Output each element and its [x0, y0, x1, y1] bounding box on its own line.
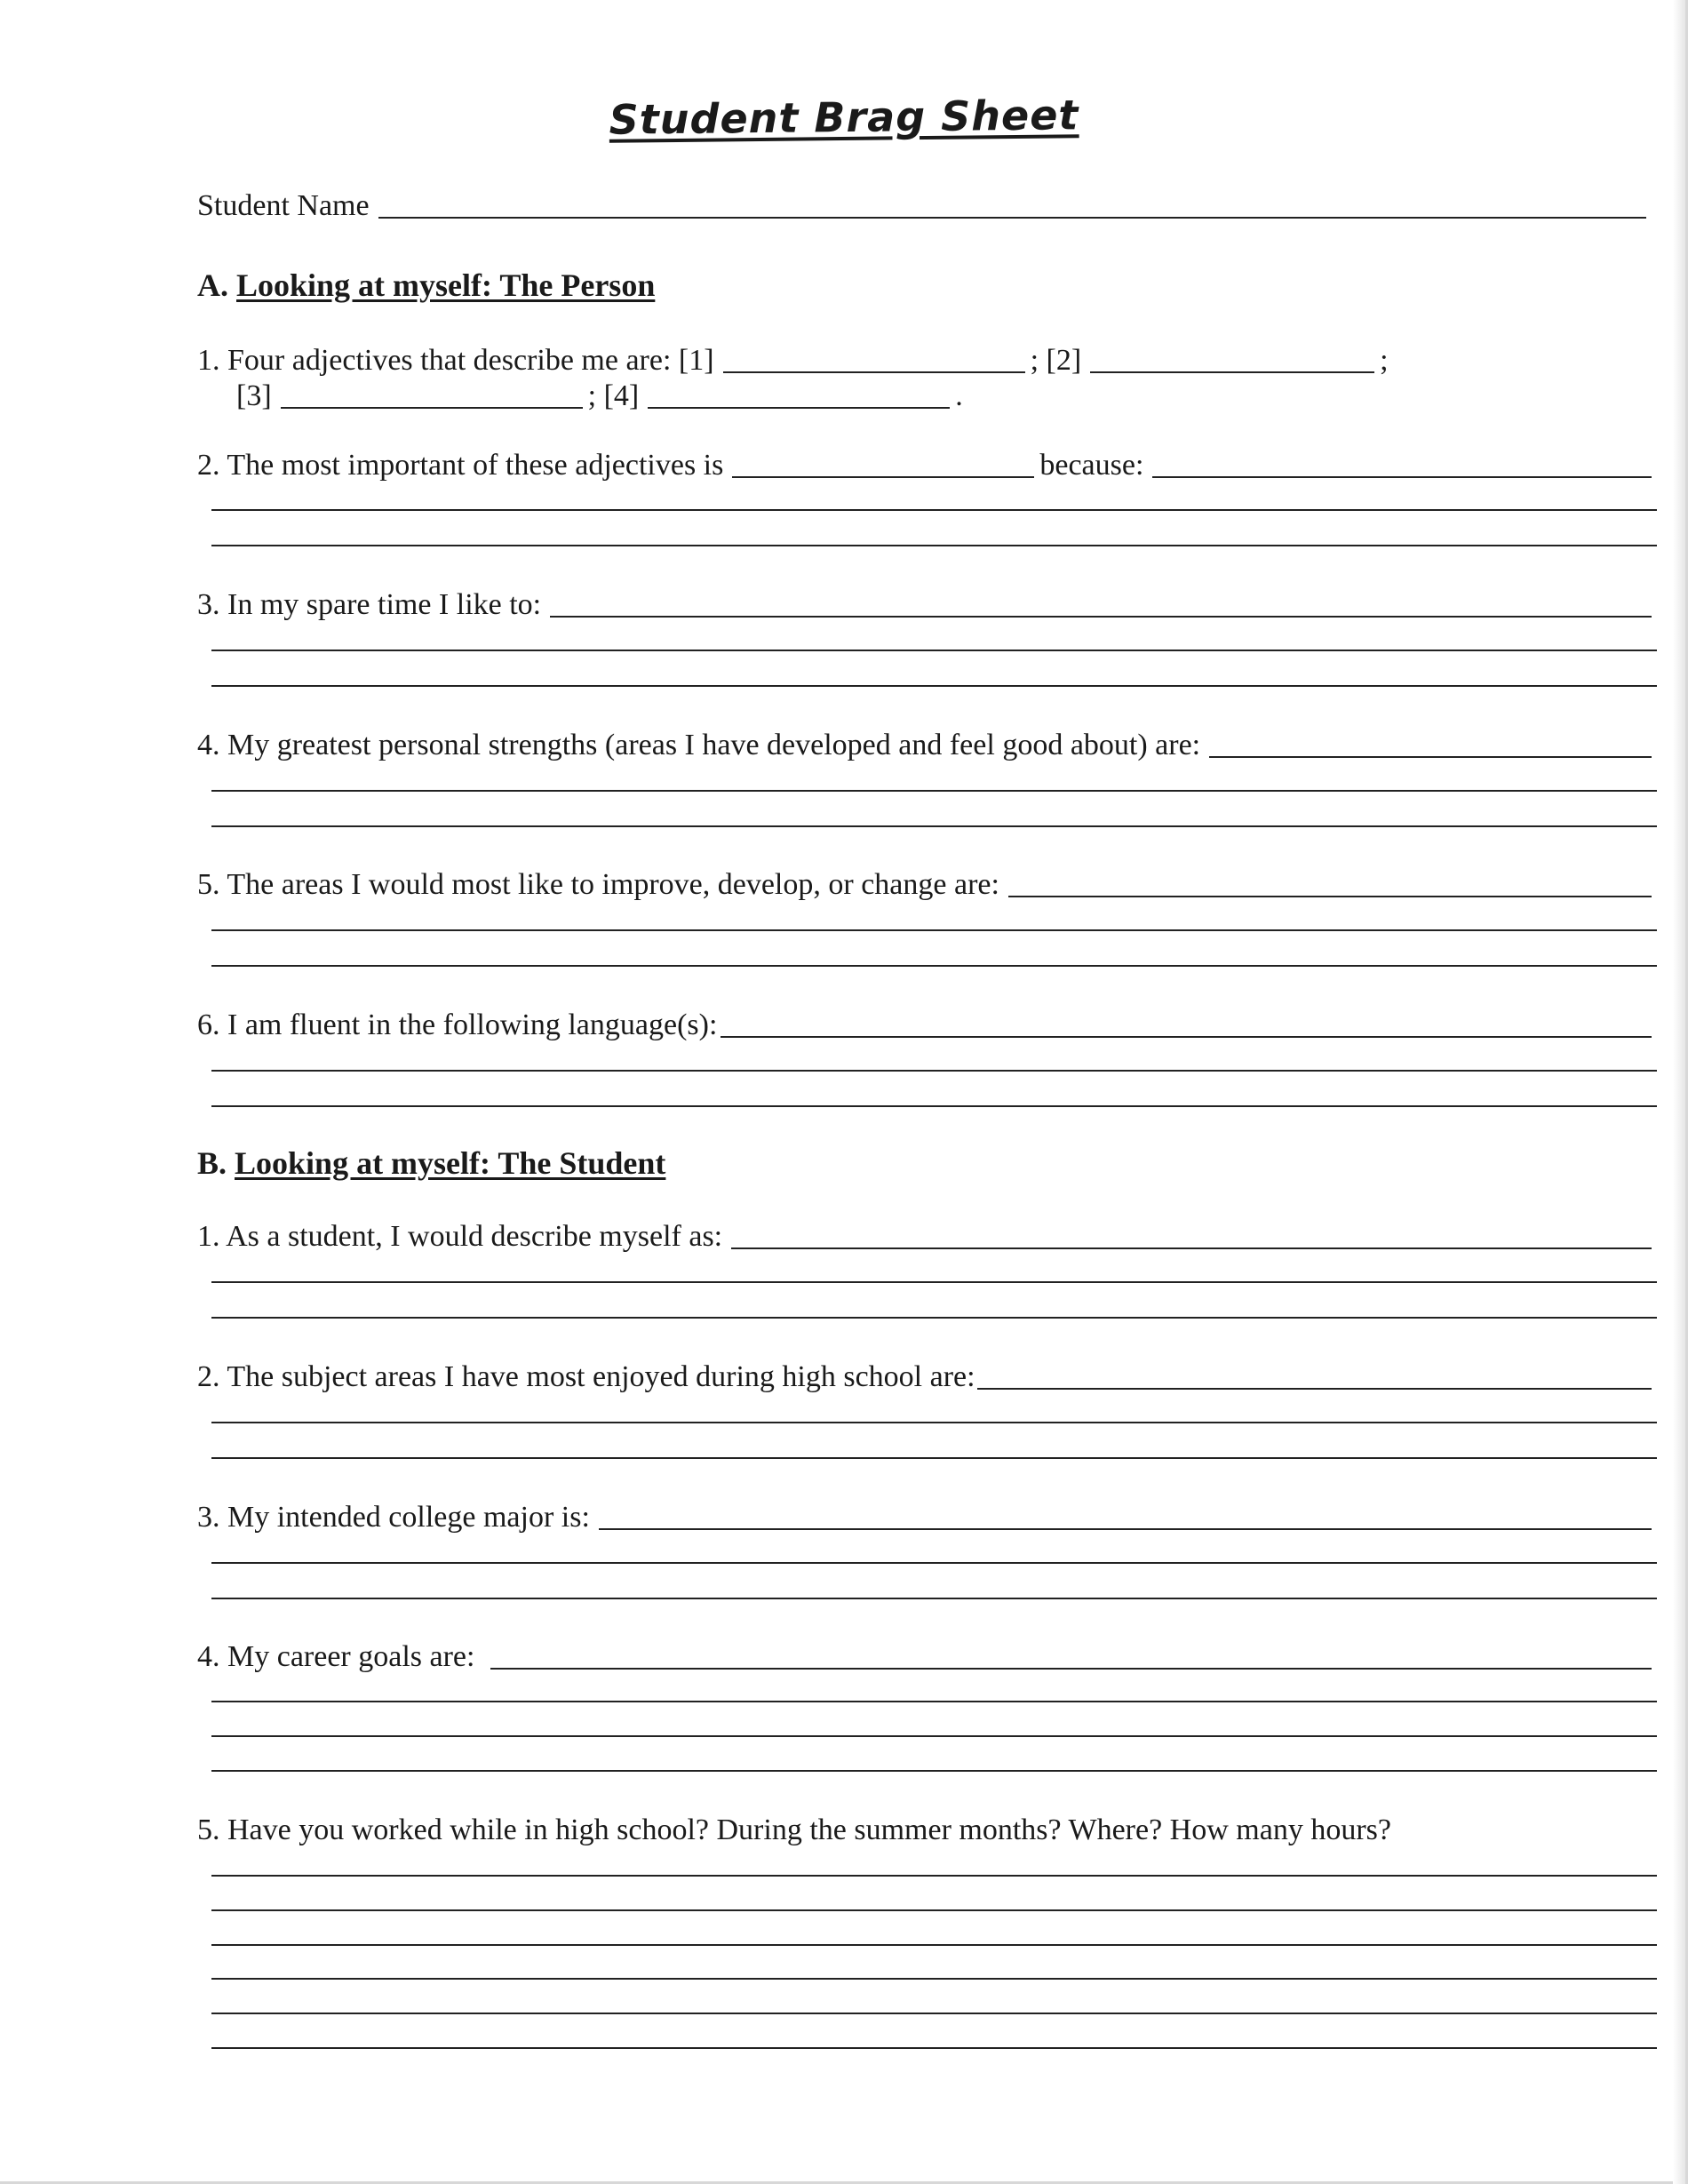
- a-q1-end2: .: [955, 379, 963, 412]
- b-q2-prompt: 2. The subject areas I have most enjoyed during high school are:: [197, 1360, 975, 1393]
- b-q4-row: [197, 1639, 1657, 1675]
- a-q4-answer-line-3[interactable]: [211, 825, 1657, 827]
- a-q2-answer-line-3[interactable]: [211, 545, 1657, 546]
- student-name-field[interactable]: [378, 192, 1646, 219]
- a-q5-answer-line-1[interactable]: [1008, 871, 1652, 897]
- a-q5-answer-line-2[interactable]: [211, 929, 1657, 931]
- b-q3-answer-line-2[interactable]: [211, 1562, 1657, 1564]
- section-b-letter: B.: [197, 1145, 227, 1181]
- a-q3-row: [197, 587, 1657, 623]
- page-edge-shadow: [1673, 0, 1685, 2184]
- section-b-title: Looking at myself: The Student: [235, 1145, 666, 1181]
- b-q5-prompt: 5. Have you worked while in high school? During the summer months? Where? How many hours?: [197, 1813, 1391, 1846]
- a-q6-answer-line-1[interactable]: [721, 1011, 1652, 1038]
- b-q1-answer-line-1[interactable]: [731, 1223, 1652, 1249]
- b-q5-answer-line-2[interactable]: [211, 1909, 1657, 1911]
- b-q5-answer-line-1[interactable]: [211, 1875, 1657, 1877]
- b-q1-prompt: 1. As a student, I would describe myself as:: [197, 1220, 723, 1253]
- b-q5-answer-line-4[interactable]: [211, 1978, 1657, 1980]
- adjective-1-field[interactable]: [723, 347, 1025, 373]
- b-q1-answer-line-3[interactable]: [211, 1317, 1657, 1319]
- b-q2-answer-line-1[interactable]: [977, 1363, 1652, 1390]
- a-q2-row: [197, 448, 1657, 483]
- b-q3-answer-line-3[interactable]: [211, 1598, 1657, 1599]
- a-q1-slot3: [3]: [236, 379, 272, 412]
- a-q4-answer-line-2[interactable]: [211, 790, 1657, 792]
- b-q3-answer-line-1[interactable]: [599, 1503, 1652, 1530]
- page-title: Student Brag Sheet: [609, 91, 1079, 144]
- b-q3-row: [197, 1500, 1657, 1535]
- adjective-4-field[interactable]: [648, 382, 950, 409]
- a-q3-answer-line-1[interactable]: [550, 591, 1652, 618]
- adjective-3-field[interactable]: [281, 382, 583, 409]
- b-q4-prompt: 4. My career goals are:: [197, 1640, 475, 1673]
- a-q5-answer-line-3[interactable]: [211, 965, 1657, 967]
- a-q1-sep4: ; [4]: [587, 379, 640, 412]
- b-q1-row: [197, 1219, 1657, 1255]
- a-q2-answer-line-2[interactable]: [211, 509, 1657, 511]
- a-q3-answer-line-3[interactable]: [211, 685, 1657, 687]
- a-q3-answer-line-2[interactable]: [211, 650, 1657, 651]
- a-q6-answer-line-2[interactable]: [211, 1070, 1657, 1072]
- section-a-letter: A.: [197, 267, 228, 303]
- a-q6-row: [197, 1008, 1657, 1043]
- adjective-2-field[interactable]: [1090, 347, 1374, 373]
- b-q5-answer-line-5[interactable]: [211, 2013, 1657, 2014]
- a-q2-because: because:: [1039, 449, 1144, 482]
- section-a-title: Looking at myself: The Person: [236, 267, 656, 303]
- b-q2-answer-line-3[interactable]: [211, 1457, 1657, 1459]
- a-q5-prompt: 5. The areas I would most like to improve, develop, or change are:: [197, 868, 999, 901]
- a-q1-sep2: ; [2]: [1030, 344, 1082, 377]
- a-q5-row: [197, 867, 1657, 903]
- a-q6-answer-line-3[interactable]: [211, 1105, 1657, 1107]
- a-q1-row1: [197, 343, 1392, 379]
- section-b-heading: [197, 1144, 665, 1182]
- a-q4-row: [197, 728, 1657, 763]
- b-q5-row: [197, 1813, 1657, 1848]
- a-q2-answer-line-1[interactable]: [1152, 451, 1652, 478]
- a-q4-answer-line-1[interactable]: [1209, 731, 1652, 758]
- section-a-heading: [197, 267, 655, 304]
- student-name-row: [197, 188, 1652, 224]
- most-important-adjective-field[interactable]: [732, 451, 1034, 478]
- b-q4-answer-line-4[interactable]: [211, 1770, 1657, 1772]
- b-q4-answer-line-3[interactable]: [211, 1735, 1657, 1737]
- b-q4-answer-line-2[interactable]: [211, 1701, 1657, 1702]
- student-name-label: Student Name: [197, 189, 370, 222]
- a-q4-prompt: 4. My greatest personal strengths (areas I have developed and feel good about) are:: [197, 729, 1201, 761]
- a-q1-prompt: 1. Four adjectives that describe me are: [1]: [197, 344, 714, 377]
- a-q1-row2: [236, 379, 1063, 414]
- b-q2-row: [197, 1359, 1657, 1395]
- b-q2-answer-line-2[interactable]: [211, 1422, 1657, 1423]
- a-q3-prompt: 3. In my spare time I like to:: [197, 588, 542, 621]
- a-q2-prompt: 2. The most important of these adjectives is: [197, 449, 724, 482]
- b-q5-answer-line-3[interactable]: [211, 1944, 1657, 1946]
- b-q3-prompt: 3. My intended college major is:: [197, 1501, 590, 1534]
- b-q1-answer-line-2[interactable]: [211, 1281, 1657, 1283]
- b-q4-answer-line-1[interactable]: [490, 1643, 1652, 1670]
- b-q5-answer-line-6[interactable]: [211, 2047, 1657, 2049]
- a-q1-end1: ;: [1380, 344, 1389, 377]
- a-q6-prompt: 6. I am fluent in the following language(s):: [197, 1008, 718, 1041]
